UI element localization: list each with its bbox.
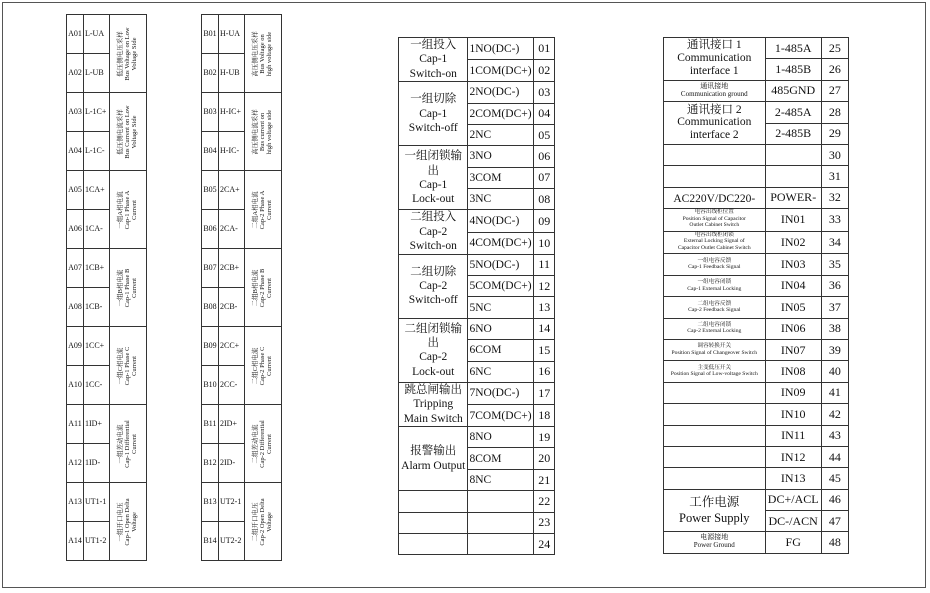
- signal-description: [664, 254, 766, 275]
- signal-name: 485GND: [765, 80, 821, 101]
- description-text: 高压侧电流采样 Bus current on high voltage side: [251, 108, 273, 155]
- terminal-code: A02: [67, 54, 84, 93]
- signal-description: [245, 483, 282, 561]
- table-row: [202, 15, 282, 54]
- terminal-number: 07: [534, 167, 555, 188]
- terminal-number: 32: [821, 187, 848, 208]
- table-row: [202, 93, 282, 132]
- terminal-name: 3NC: [468, 189, 534, 210]
- signal-name: 1CC+: [84, 327, 110, 366]
- signal-name: H-IC+: [219, 93, 245, 132]
- signal-description: [110, 483, 147, 561]
- signal-name: 1ID-: [84, 444, 110, 483]
- terminal-table-output: [398, 37, 555, 555]
- terminal-name: 7NO(DC-): [468, 382, 534, 404]
- signal-description: [664, 144, 766, 165]
- description-text: 一组C相电流 Cap-1 Phase C Current: [116, 346, 138, 385]
- terminal-code: B11: [202, 405, 219, 444]
- signal-name: IN12: [765, 446, 821, 467]
- signal-name: POWER-: [765, 187, 821, 208]
- signal-description: [664, 532, 766, 553]
- terminal-code: B06: [202, 210, 219, 249]
- description-text: 二组C相电流 Cap-2 Phase C Current: [251, 346, 273, 385]
- group-label: [399, 491, 468, 512]
- table-row: [202, 483, 282, 522]
- table-row: [67, 405, 147, 444]
- table-row: [664, 446, 849, 467]
- description-text: 一组电容闭锁 Cap-1 External Locking: [687, 279, 742, 292]
- table-row: [202, 171, 282, 210]
- signal-name: 1ID+: [84, 405, 110, 444]
- signal-description: [245, 15, 282, 93]
- terminal-name: 3NO: [468, 146, 534, 167]
- signal-name: IN08: [765, 361, 821, 382]
- terminal-number: 14: [534, 318, 555, 339]
- terminal-number: 44: [821, 446, 848, 467]
- signal-description: [110, 249, 147, 327]
- signal-description: [664, 425, 766, 446]
- signal-name: DC-/ACN: [765, 511, 821, 532]
- group-label: 一组闭锁输出 Cap-1 Lock-out: [399, 146, 468, 210]
- terminal-name: 6NC: [468, 361, 534, 382]
- table-row: [664, 231, 849, 254]
- group-label: [399, 534, 468, 555]
- description-text: 一组B相电流 Cap-1 Phase B Current: [116, 268, 138, 307]
- description-text: 二组差动电流 Cap-2 Differential Current: [251, 419, 273, 468]
- signal-description: [245, 405, 282, 483]
- table-row: [664, 489, 849, 510]
- signal-name: IN04: [765, 275, 821, 296]
- table-row: [399, 534, 555, 555]
- terminal-number: 09: [534, 210, 555, 232]
- terminal-number: 12: [534, 275, 555, 296]
- table-row: [664, 404, 849, 425]
- terminal-code: A11: [67, 405, 84, 444]
- table-row: [399, 318, 555, 339]
- signal-description: [664, 489, 766, 532]
- terminal-code: B01: [202, 15, 219, 54]
- signal-name: DC+/ACL: [765, 489, 821, 510]
- terminal-code: A14: [67, 522, 84, 561]
- terminal-name: 7COM(DC+): [468, 405, 534, 427]
- terminal-number: 42: [821, 404, 848, 425]
- signal-name: UT2-1: [219, 483, 245, 522]
- description-text: 一组电容反馈 Cap-1 Feedback Signal: [688, 257, 741, 271]
- signal-description: [664, 275, 766, 296]
- signal-description: [245, 171, 282, 249]
- table-row: [664, 80, 849, 101]
- terminal-code: A13: [67, 483, 84, 522]
- signal-description: [110, 405, 147, 483]
- terminal-number: 05: [534, 124, 555, 145]
- table-row: [399, 382, 555, 404]
- terminal-number: 48: [821, 532, 848, 553]
- terminal-number: 15: [534, 340, 555, 361]
- terminal-number: 10: [534, 232, 555, 254]
- terminal-name: 1NO(DC-): [468, 38, 534, 60]
- terminal-number: 47: [821, 511, 848, 532]
- terminal-number: 36: [821, 275, 848, 296]
- signal-name: 2CC-: [219, 366, 245, 405]
- signal-name: 2CA-: [219, 210, 245, 249]
- signal-name: H-UB: [219, 54, 245, 93]
- signal-name: [765, 144, 821, 165]
- group-label: 一组切除 Cap-1 Switch-off: [399, 82, 468, 146]
- group-label: [399, 512, 468, 533]
- terminal-name: 8NC: [468, 469, 534, 490]
- table-row: [664, 361, 849, 382]
- signal-description: [664, 297, 766, 318]
- signal-name: IN06: [765, 318, 821, 339]
- description-text: 一组差动电流 Cap-1 Differential Current: [116, 419, 138, 468]
- terminal-name: 3COM: [468, 167, 534, 188]
- table-row: [664, 425, 849, 446]
- terminal-number: 20: [534, 448, 555, 469]
- terminal-number: 21: [534, 469, 555, 490]
- signal-name: 2CB-: [219, 288, 245, 327]
- table-row: [664, 102, 849, 123]
- description-text: 通讯接地 Communication ground: [680, 81, 748, 98]
- signal-name: H-UA: [219, 15, 245, 54]
- terminal-code: A09: [67, 327, 84, 366]
- terminal-code: A12: [67, 444, 84, 483]
- signal-description: [245, 249, 282, 327]
- terminal-number: 02: [534, 60, 555, 82]
- signal-name: IN07: [765, 339, 821, 360]
- terminal-name: [468, 534, 534, 555]
- signal-description: [664, 102, 766, 145]
- table-row: [664, 209, 849, 232]
- terminal-number: 40: [821, 361, 848, 382]
- terminal-number: 43: [821, 425, 848, 446]
- signal-description: [110, 93, 147, 171]
- description-text: 电源接地 Power Ground: [693, 533, 735, 550]
- description-text: 调容转换开关 Position Signal of Changeover Switch: [671, 343, 757, 356]
- table-row: [664, 382, 849, 403]
- terminal-code: A10: [67, 366, 84, 405]
- signal-name: 2-485A: [765, 102, 821, 123]
- signal-description: [664, 187, 766, 208]
- description-text: 工作电源 Power Supply: [679, 495, 750, 526]
- signal-description: [245, 93, 282, 171]
- table-row: [664, 339, 849, 360]
- signal-description: [110, 327, 147, 405]
- terminal-number: 38: [821, 318, 848, 339]
- description-text: 主变低压开关 Position Signal of Low-voltage Switch: [670, 364, 758, 378]
- terminal-code: B09: [202, 327, 219, 366]
- table-row: [399, 146, 555, 167]
- terminal-code: B05: [202, 171, 219, 210]
- terminal-number: 11: [534, 254, 555, 275]
- signal-name: 2CC+: [219, 327, 245, 366]
- signal-description: [664, 446, 766, 467]
- signal-description: [664, 382, 766, 403]
- table-row: [664, 468, 849, 489]
- signal-name: 1CB-: [84, 288, 110, 327]
- terminal-name: 5NC: [468, 297, 534, 318]
- description-text: 低压侧电压采样 Bus Voltage on Low Voltage Side: [116, 26, 138, 81]
- signal-name: H-IC-: [219, 132, 245, 171]
- terminal-number: 13: [534, 297, 555, 318]
- signal-description: [664, 318, 766, 339]
- group-label: 二组切除 Cap-2 Switch-off: [399, 254, 468, 318]
- signal-name: L-1C-: [84, 132, 110, 171]
- terminal-number: 25: [821, 38, 848, 59]
- terminal-code: A05: [67, 171, 84, 210]
- signal-name: IN11: [765, 425, 821, 446]
- terminal-code: A08: [67, 288, 84, 327]
- terminal-code: A03: [67, 93, 84, 132]
- terminal-code: A06: [67, 210, 84, 249]
- signal-description: [664, 80, 766, 101]
- terminal-number: 46: [821, 489, 848, 510]
- terminal-name: 1COM(DC+): [468, 60, 534, 82]
- terminal-number: 39: [821, 339, 848, 360]
- table-row: [664, 318, 849, 339]
- table-row: [399, 512, 555, 533]
- terminal-table-a: [66, 14, 147, 561]
- terminal-number: 30: [821, 144, 848, 165]
- table-row: [399, 254, 555, 275]
- table-row: [399, 82, 555, 103]
- terminal-code: B12: [202, 444, 219, 483]
- terminal-number: 35: [821, 254, 848, 275]
- signal-name: 1-485A: [765, 38, 821, 59]
- terminal-number: 17: [534, 382, 555, 404]
- terminal-number: 34: [821, 231, 848, 254]
- signal-name: IN05: [765, 297, 821, 318]
- description-text: 二组B相电流 Cap-2 Phase B Current: [251, 268, 273, 307]
- signal-name: 2ID-: [219, 444, 245, 483]
- table-row: [664, 187, 849, 208]
- terminal-number: 01: [534, 38, 555, 60]
- description-text: 二组电容闭锁 Cap-2 External Locking: [687, 321, 742, 335]
- table-row: [664, 254, 849, 275]
- table-row: [67, 15, 147, 54]
- terminal-number: 04: [534, 103, 555, 124]
- description-text: 通讯接口 1 Communication interface 1: [677, 39, 752, 77]
- table-row: [67, 483, 147, 522]
- table-row: [202, 405, 282, 444]
- terminal-number: 29: [821, 123, 848, 144]
- terminal-name: 8COM: [468, 448, 534, 469]
- signal-description: [245, 327, 282, 405]
- terminal-name: 5NO(DC-): [468, 254, 534, 275]
- terminal-code: A04: [67, 132, 84, 171]
- terminal-name: [468, 512, 534, 533]
- terminal-number: 16: [534, 361, 555, 382]
- terminal-table-comm-input: [663, 37, 849, 554]
- terminal-number: 37: [821, 297, 848, 318]
- terminal-name: 6COM: [468, 340, 534, 361]
- terminal-table-b: [201, 14, 282, 561]
- signal-description: [664, 339, 766, 360]
- group-label: 一组投入 Cap-1 Switch-on: [399, 38, 468, 82]
- table-row: [67, 93, 147, 132]
- description-text: 电容出线柜闭锁 External Locking Signal of Capacitor Outlet Cabinet Switch: [677, 231, 751, 251]
- description-text: 一组开口电压 Cap-1 Open Delta Voltage: [116, 497, 138, 546]
- description-text: 通讯接口 2 Communication interface 2: [677, 103, 752, 141]
- terminal-number: 27: [821, 80, 848, 101]
- terminal-code: B04: [202, 132, 219, 171]
- terminal-number: 23: [534, 512, 555, 533]
- signal-description: [664, 404, 766, 425]
- description-text: 二组开口电压 Cap-2 Open Delta Voltage: [251, 497, 273, 546]
- terminal-number: 03: [534, 82, 555, 103]
- table-row: [67, 327, 147, 366]
- signal-name: IN03: [765, 254, 821, 275]
- terminal-name: 2NO(DC-): [468, 82, 534, 103]
- group-label: 二组闭锁输出 Cap-2 Lock-out: [399, 318, 468, 382]
- terminal-code: B08: [202, 288, 219, 327]
- signal-name: IN02: [765, 231, 821, 254]
- signal-name: 2-485B: [765, 123, 821, 144]
- terminal-name: 2COM(DC+): [468, 103, 534, 124]
- signal-name: IN01: [765, 209, 821, 232]
- signal-name: IN10: [765, 404, 821, 425]
- terminal-code: B14: [202, 522, 219, 561]
- terminal-code: B07: [202, 249, 219, 288]
- terminal-number: 22: [534, 491, 555, 512]
- description-text: 低压侧电流采样 Bus Current on Low Voltage Side: [116, 104, 138, 159]
- description-text: AC220V/DC220-: [673, 192, 756, 205]
- terminal-name: 5COM(DC+): [468, 275, 534, 296]
- terminal-number: 31: [821, 166, 848, 187]
- signal-name: 2CB+: [219, 249, 245, 288]
- signal-name: 1CC-: [84, 366, 110, 405]
- signal-name: UT2-2: [219, 522, 245, 561]
- table-row: [399, 210, 555, 232]
- terminal-number: 28: [821, 102, 848, 123]
- table-row: [664, 532, 849, 553]
- group-label: 跳总闸输出 Tripping Main Switch: [399, 382, 468, 426]
- signal-description: [110, 171, 147, 249]
- table-row: [399, 491, 555, 512]
- signal-name: 1CA+: [84, 171, 110, 210]
- signal-name: 2CA+: [219, 171, 245, 210]
- terminal-number: 06: [534, 146, 555, 167]
- signal-description: [664, 468, 766, 489]
- terminal-number: 18: [534, 405, 555, 427]
- signal-name: IN13: [765, 468, 821, 489]
- terminal-code: B02: [202, 54, 219, 93]
- terminal-name: [468, 491, 534, 512]
- signal-name: FG: [765, 532, 821, 553]
- table-row: [664, 38, 849, 59]
- signal-name: UT1-2: [84, 522, 110, 561]
- table-row: [664, 166, 849, 187]
- table-row: [202, 249, 282, 288]
- signal-name: [765, 166, 821, 187]
- group-label: 二组投入 Cap-2 Switch-on: [399, 210, 468, 254]
- table-row: [67, 249, 147, 288]
- signal-name: L-1C+: [84, 93, 110, 132]
- terminal-code: B13: [202, 483, 219, 522]
- description-text: 二组电容反馈 Cap-2 Feedback Signal: [688, 300, 741, 313]
- signal-description: [664, 361, 766, 382]
- table-row: [664, 275, 849, 296]
- signal-name: 1-485B: [765, 59, 821, 80]
- signal-description: [110, 15, 147, 93]
- table-row: [399, 427, 555, 448]
- signal-name: 1CB+: [84, 249, 110, 288]
- signal-description: [664, 166, 766, 187]
- terminal-number: 08: [534, 189, 555, 210]
- terminal-number: 45: [821, 468, 848, 489]
- table-row: [202, 327, 282, 366]
- terminal-name: 6NO: [468, 318, 534, 339]
- terminal-code: A07: [67, 249, 84, 288]
- description-text: 高压侧电压采样 Bus Voltage on high voltage side: [251, 30, 273, 77]
- group-label: 报警输出 Alarm Output: [399, 427, 468, 491]
- signal-description: [664, 231, 766, 254]
- signal-description: [664, 209, 766, 232]
- terminal-number: 33: [821, 209, 848, 232]
- table-row: [67, 171, 147, 210]
- signal-name: 2ID+: [219, 405, 245, 444]
- table-row: [399, 38, 555, 60]
- table-row: [664, 144, 849, 165]
- signal-name: UT1-1: [84, 483, 110, 522]
- terminal-number: 19: [534, 427, 555, 448]
- signal-name: 1CA-: [84, 210, 110, 249]
- terminal-number: 41: [821, 382, 848, 403]
- terminal-name: 4NO(DC-): [468, 210, 534, 232]
- terminal-code: A01: [67, 15, 84, 54]
- description-text: 一组A相电流 Cap-1 Phase A Current: [116, 190, 138, 229]
- signal-name: IN09: [765, 382, 821, 403]
- terminal-number: 26: [821, 59, 848, 80]
- description-text: 电容出线柜位置 Position Signal of Capacitor Outlet Cabinet Switch: [682, 209, 746, 228]
- terminal-name: 4COM(DC+): [468, 232, 534, 254]
- signal-name: L-UA: [84, 15, 110, 54]
- signal-name: L-UB: [84, 54, 110, 93]
- terminal-code: B03: [202, 93, 219, 132]
- signal-description: [664, 38, 766, 81]
- terminal-code: B10: [202, 366, 219, 405]
- table-row: [664, 297, 849, 318]
- terminal-number: 24: [534, 534, 555, 555]
- terminal-name: 2NC: [468, 124, 534, 145]
- description-text: 二组A相电流 Cap-2 Phase A Current: [251, 190, 273, 229]
- terminal-name: 8NO: [468, 427, 534, 448]
